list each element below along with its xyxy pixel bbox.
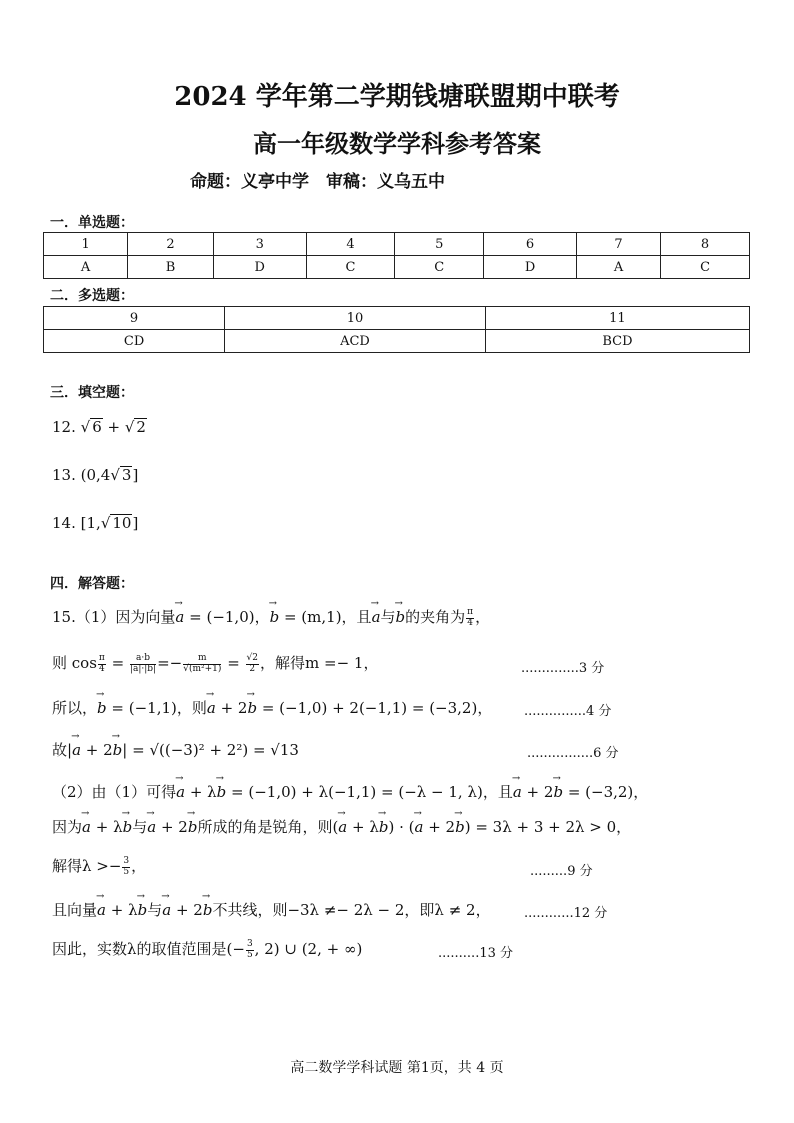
text: 因此，实数λ的取值范围是(− <box>52 940 245 958</box>
vector-a: → a <box>176 783 185 801</box>
table-cell: D <box>484 256 577 279</box>
vector-a: → a <box>415 818 424 836</box>
denominator: 2 <box>249 663 256 674</box>
table-row <box>44 307 750 330</box>
table-cell: 7 <box>576 233 660 256</box>
text: + λ <box>90 818 123 836</box>
table-cell: A <box>44 256 128 279</box>
text: 故| <box>52 741 73 759</box>
solution-line-6 <box>52 816 631 837</box>
table-cell: C <box>395 256 484 279</box>
table-cell: B <box>128 256 214 279</box>
table-cell: 2 <box>128 233 214 256</box>
table-cell: ACD <box>225 330 486 353</box>
text: 不共线，则−3λ ≠− 2λ − 2，即λ ≠ 2， <box>212 901 491 919</box>
answer-12: 12. √ 6 + √ 2 <box>52 418 146 436</box>
page-subtitle: 高一年级数学学科参考答案 <box>253 129 541 158</box>
text: 的夹角为 <box>405 608 466 626</box>
single-choice-table <box>43 232 750 279</box>
page-footer: 高二数学学科试题 第1页，共 4 页 <box>290 1060 504 1076</box>
text: ) = 3λ + 3 + 2λ > 0， <box>464 818 632 836</box>
denominator: 5 <box>246 949 253 960</box>
table-cell: CD <box>44 330 225 353</box>
interval-start: (0,4 <box>80 466 111 484</box>
score-marker: .........9 分 <box>530 864 593 879</box>
vector-a: → a <box>338 818 347 836</box>
vector-a: → a <box>513 783 522 801</box>
text: 15.（1）因为向量 <box>52 608 176 626</box>
denominator: 4 <box>467 617 473 628</box>
radicand: 6 <box>92 418 102 436</box>
table-cell: 11 <box>485 307 749 330</box>
vector-b: → b <box>203 901 213 919</box>
fraction <box>98 654 106 675</box>
score-marker: ..........13 分 <box>438 946 513 961</box>
table-cell: 10 <box>225 307 486 330</box>
score-marker: ..............3 分 <box>521 661 605 676</box>
operator: =− <box>157 654 183 672</box>
table-cell: D <box>213 256 306 279</box>
radicand: 3 <box>121 466 132 484</box>
numerator: π <box>98 652 105 663</box>
text: 解得λ >− <box>52 857 122 875</box>
numerator: m <box>183 654 221 665</box>
radicand: 10 <box>112 514 132 532</box>
table-cell: 1 <box>44 233 128 256</box>
fraction <box>130 654 156 675</box>
section1-heading: 一．单选题： <box>50 215 134 231</box>
vector-b: → b <box>188 818 198 836</box>
vector-a: → a <box>207 699 216 717</box>
table-row <box>44 256 750 279</box>
solution-line-5 <box>52 781 648 802</box>
score-marker: ............12 分 <box>524 906 608 921</box>
fraction <box>466 608 474 629</box>
text: + λ <box>105 901 138 919</box>
solution-line-8 <box>52 899 491 920</box>
answer-13: 13. (0,4√ 3] <box>52 466 139 484</box>
vector-b: → b <box>396 608 406 626</box>
vector-a: → a <box>72 741 81 759</box>
vector-b: → b <box>379 818 389 836</box>
section3-heading: 三．填空题： <box>50 385 134 401</box>
table-cell: 5 <box>395 233 484 256</box>
text: 且向量 <box>52 901 98 919</box>
text: ) · ( <box>388 818 415 836</box>
operator: + <box>107 418 121 436</box>
denominator: 5 <box>123 866 130 877</box>
denominator: |a|·|b| <box>129 663 157 674</box>
text: + λ <box>185 783 217 801</box>
table-cell: C <box>306 256 395 279</box>
text: = (−1,1)，则 <box>106 699 207 717</box>
text: = (m,1)，且 <box>279 608 372 626</box>
solution-line-2 <box>52 652 378 674</box>
q-number: 12. <box>52 418 76 436</box>
denominator: 4 <box>99 663 105 674</box>
text: = (−3,2)， <box>563 783 649 801</box>
denominator: √(m²+1) <box>183 663 222 674</box>
text: = (−1,0) + λ(−1,1) = (−λ − 1, λ)，且 <box>226 783 513 801</box>
vector-b: → b <box>217 783 227 801</box>
text: + 2 <box>215 699 248 717</box>
text: + 2 <box>156 818 188 836</box>
vector-b: → b <box>553 783 563 801</box>
fraction <box>246 940 254 961</box>
table-cell: C <box>661 256 750 279</box>
text: + 2 <box>171 901 203 919</box>
text: + 2 <box>423 818 456 836</box>
table-cell: 4 <box>306 233 395 256</box>
table-row <box>44 233 750 256</box>
solution-line-4 <box>52 739 299 760</box>
vector-b: → b <box>113 741 123 759</box>
authors-line: 命题：义亭中学 审稿：义乌五中 <box>190 172 445 192</box>
text: 与 <box>380 608 396 626</box>
table-row <box>44 330 750 353</box>
numerator: a·b <box>130 654 156 665</box>
text: , 2) ∪ (2, + ∞) <box>254 940 363 958</box>
numerator: 3 <box>123 855 130 866</box>
vector-b: → b <box>123 818 133 836</box>
operator: = <box>111 654 125 672</box>
vector-a: → a <box>372 608 381 626</box>
fraction <box>183 654 221 675</box>
text: = (−1,0) + 2(−1,1) = (−3,2)， <box>257 699 493 717</box>
table-cell: 8 <box>661 233 750 256</box>
text: = (−1,0)， <box>184 608 270 626</box>
fraction <box>122 857 130 878</box>
table-cell: 9 <box>44 307 225 330</box>
vector-b: → b <box>247 699 257 717</box>
text: 所以， <box>52 699 98 717</box>
solution-line-3 <box>52 697 492 718</box>
page-title: 2024 学年第二学期钱塘联盟期中联考 <box>174 82 620 112</box>
interval-end: ] <box>132 466 139 484</box>
vector-b: → b <box>138 901 148 919</box>
vector-a: → a <box>82 818 91 836</box>
text: 则 cos <box>52 654 97 672</box>
text: + 2 <box>81 741 113 759</box>
table-cell: A <box>576 256 660 279</box>
text: （2）由（1）可得 <box>52 783 177 801</box>
text: + λ <box>347 818 379 836</box>
text: ， <box>131 857 147 875</box>
multi-choice-table <box>43 306 750 353</box>
fraction <box>246 654 259 675</box>
vector-a: → a <box>147 818 156 836</box>
table-cell: BCD <box>485 330 749 353</box>
text: 所成的角是锐角，则( <box>197 818 339 836</box>
interval-start: [1, <box>80 514 101 532</box>
numerator: π <box>467 606 474 617</box>
text: + 2 <box>521 783 554 801</box>
score-marker: ................6 分 <box>527 746 619 761</box>
operator: = <box>227 654 240 672</box>
vector-b: → b <box>97 699 107 717</box>
vector-a: → a <box>175 608 184 626</box>
vector-b: → b <box>270 608 280 626</box>
section4-heading: 四．解答题： <box>50 576 134 592</box>
text: ，解得m =− 1， <box>260 654 379 672</box>
vector-b: → b <box>455 818 465 836</box>
text: 因为 <box>52 818 83 836</box>
table-cell: 6 <box>484 233 577 256</box>
radicand: 2 <box>136 418 146 436</box>
vector-a: → a <box>97 901 106 919</box>
section2-heading: 二．多选题： <box>50 288 134 304</box>
interval-end: ] <box>132 514 139 532</box>
vector-a: → a <box>162 901 171 919</box>
numerator: 3 <box>246 938 253 949</box>
q-number: 13. <box>52 466 76 484</box>
text: 与 <box>147 901 163 919</box>
text: | = √((−3)² + 2²) = √13 <box>122 741 299 759</box>
q-number: 14. <box>52 514 76 532</box>
solution-line-1 <box>52 606 490 628</box>
table-cell: 3 <box>213 233 306 256</box>
numerator: √2 <box>246 652 259 663</box>
text: ， <box>475 608 491 626</box>
text: 与 <box>132 818 148 836</box>
score-marker: ...............4 分 <box>524 704 612 719</box>
solution-line-7 <box>52 855 146 877</box>
answer-14: 14. [1,√ 10] <box>52 514 139 532</box>
solution-line-9 <box>52 938 362 960</box>
